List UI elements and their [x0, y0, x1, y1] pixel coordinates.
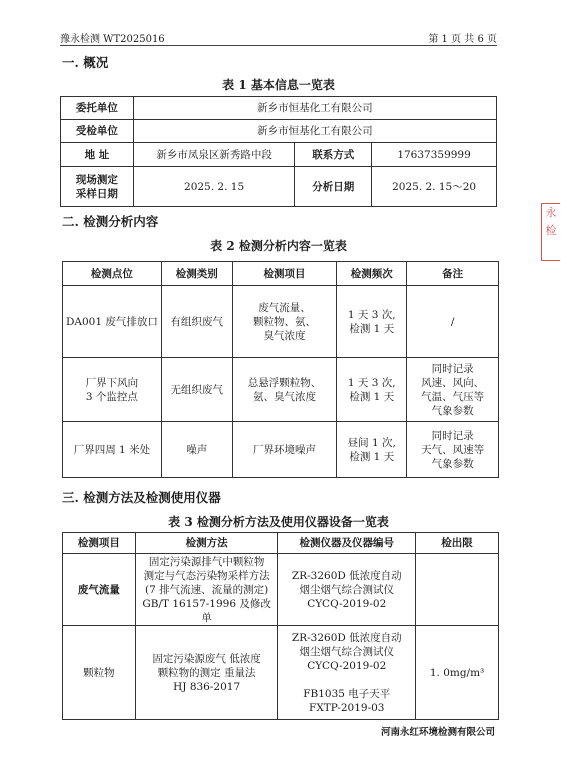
- table-row: [63, 358, 499, 422]
- t2-cell: 厂界下风向 3 个监控点: [63, 358, 162, 422]
- t2-cell: DA001 废气排放口: [63, 286, 162, 358]
- t3-header-limit: 检出限: [416, 533, 499, 554]
- footer-company: 河南永红环境检测有限公司: [380, 727, 495, 738]
- t3-header-instrument: 检测仪器及仪器编号: [278, 533, 416, 554]
- table-1-caption: 表 1 基本信息一览表: [222, 78, 335, 92]
- analysis-date-label: 分析日期: [295, 167, 372, 207]
- seal-stamp: 永检: [541, 203, 560, 261]
- t2-cell: 有组织废气: [161, 286, 232, 358]
- section-3-title: 三. 检测方法及检测使用仪器: [62, 490, 221, 505]
- t3-header-method: 检测方法: [135, 533, 278, 554]
- table-3-caption: 表 3 检测分析方法及使用仪器设备一览表: [168, 515, 389, 529]
- t2-cell: 厂界四周 1 米处: [63, 422, 162, 478]
- analysis-date-value: 2025. 2. 15～20: [372, 167, 497, 207]
- page-number: 第 1 页 共 6 页: [428, 34, 497, 45]
- report-number: 豫永检测 WT2025016: [60, 34, 165, 45]
- analysis-content-table: [62, 261, 499, 478]
- inspected-unit-value: 新乡市恒基化工有限公司: [133, 120, 496, 143]
- t2-cell: 昼间 1 次, 检测 1 天: [337, 422, 407, 478]
- section-1-title: 一. 概况: [62, 55, 109, 70]
- t3-cell: ZR-3260D 低浓度自动 烟尘烟气综合测试仪 CYCQ-2019-02 FB1035 电子天平 FXTP-2019-03: [278, 626, 416, 720]
- t3-cell: 固定污染源排气中颗粒物 测定与气态污染物采样方法 (7 排气流速、流量的测定) GB/T 16157-1996 及修改单: [135, 554, 278, 626]
- methods-instruments-table: [62, 532, 499, 720]
- t2-cell: /: [407, 286, 499, 358]
- sampling-date-label: 现场测定 采样日期: [61, 167, 134, 207]
- contact-value: 17637359999: [372, 143, 497, 167]
- t3-cell: [416, 554, 499, 626]
- t2-cell: 废气流量、 颗粒物、氨、 臭气浓度: [232, 286, 337, 358]
- t2-cell: 总悬浮颗粒物、 氨、臭气浓度: [232, 358, 337, 422]
- t2-cell: 无组织废气: [161, 358, 232, 422]
- table-2-caption: 表 2 检测分析内容一览表: [210, 239, 347, 253]
- t3-cell: 颗粒物: [63, 626, 136, 720]
- t2-cell: 同时记录 风速、风向、 气温、气压等 气象参数: [407, 358, 499, 422]
- t3-header-item: 检测项目: [63, 533, 136, 554]
- t2-cell: 同时记录 天气、风速等 气象参数: [407, 422, 499, 478]
- t2-cell: 1 天 3 次, 检测 1 天: [337, 358, 407, 422]
- table-row: [63, 626, 499, 720]
- contact-label: 联系方式: [295, 143, 372, 167]
- table-row: [63, 554, 499, 626]
- sampling-date-value: 2025. 2. 15: [133, 167, 295, 207]
- inspected-unit-label: 受检单位: [61, 120, 134, 143]
- client-value: 新乡市恒基化工有限公司: [133, 97, 496, 120]
- address-label: 地 址: [61, 143, 134, 167]
- t2-header-frequency: 检测频次: [337, 262, 407, 286]
- t3-cell: 固定污染源废气 低浓度 颗粒物的测定 重量法 HJ 836-2017: [135, 626, 278, 720]
- address-value: 新乡市凤泉区新秀路中段: [133, 143, 295, 167]
- table-row: [63, 286, 499, 358]
- section-2-title: 二. 检测分析内容: [62, 214, 159, 229]
- t2-header-category: 检测类别: [161, 262, 232, 286]
- t2-header-remarks: 备注: [407, 262, 499, 286]
- t2-cell: 噪声: [161, 422, 232, 478]
- page-header: [60, 29, 497, 46]
- t3-cell: 废气流量: [63, 554, 136, 626]
- t2-header-point: 检测点位: [63, 262, 162, 286]
- t2-cell: 1 天 3 次, 检测 1 天: [337, 286, 407, 358]
- t3-cell: 1. 0mg/m³: [416, 626, 499, 720]
- t2-header-item: 检测项目: [232, 262, 337, 286]
- client-label: 委托单位: [61, 97, 134, 120]
- t2-cell: 厂界环境噪声: [232, 422, 337, 478]
- t3-cell: ZR-3260D 低浓度自动 烟尘烟气综合测试仪 CYCQ-2019-02: [278, 554, 416, 626]
- table-row: [63, 422, 499, 478]
- basic-info-table: [60, 96, 497, 207]
